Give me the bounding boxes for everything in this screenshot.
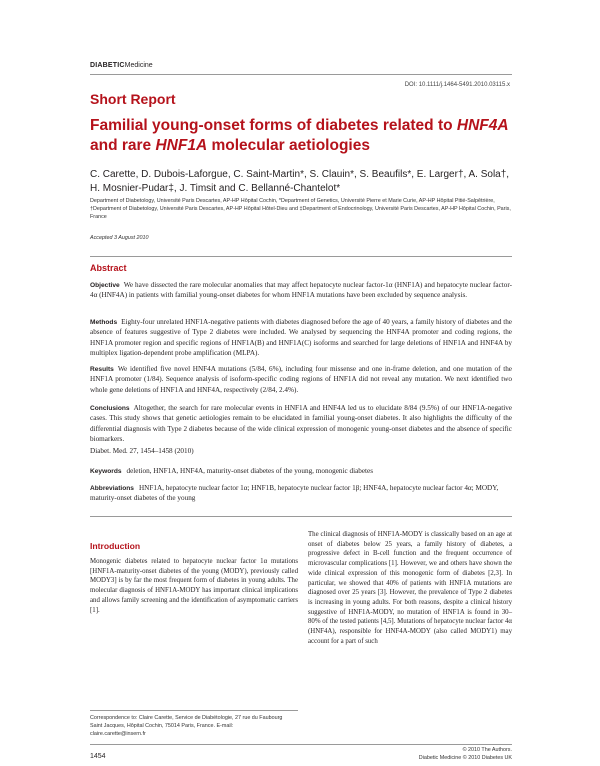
introduction-right-column: The clinical diagnosis of HNF1A-MODY is classically based on an age at onset of diabetes below 25 years, a family history of diabetes, a progressive defect in B-cell function and the frequent occurrence of microvascular complications [1]. However, we and others have shown the wide clinical expression of this monogenic form of diabetes [2,3]. In particular, we showed that 40% of patients with HNF1A mutations are diagnosed over 25 years [3]. However, the prevalence of Type 2 diabetes is increasing in young adults. For both reasons, despite a clinical history suggestive of HNF1A-MODY, no mutation of HNF1A is found in 30–80% of the tested patients [4,5]. Mutations of hepatocyte nuclear factor 4α (HNF4A), responsible for HNF4A-MODY (also called MODY1) may account for a part of such bbox=[308, 531, 512, 645]
abstract-top-rule bbox=[90, 256, 512, 257]
title-gene: HNF4A bbox=[456, 117, 509, 134]
copyright bbox=[419, 747, 512, 763]
methods-label: Methods bbox=[90, 319, 118, 326]
keywords-text: deletion, HNF1A, HNF4A, maturity-onset diabetes of the young, monogenic diabetes bbox=[126, 467, 374, 475]
title-part: and rare bbox=[90, 136, 156, 154]
page-number: 1454 bbox=[90, 753, 106, 760]
abbreviations-text: HNF1A, hepatocyte nuclear factor 1α; HNF1B, hepatocyte nuclear factor 1β; HNF4A, hepatocyte nuclear factor 4α; MODY, maturity-onset diabetes of the young bbox=[90, 484, 499, 503]
conclusions-label: Conclusions bbox=[90, 405, 130, 412]
abstract-results bbox=[90, 364, 512, 395]
title-gene: HNF1A bbox=[155, 136, 208, 154]
results-text: We identified five novel HNF4A mutations (5/84, 6%), including four missense and one in-frame deletion, and one mutation of the HNF1A promoter (1/84). Sequence analysis of isoform-specific coding regions of HNF1A did not reveal any mutation. We next identified two whole gene deletions of HNF1A and HNF4A, respectively (2/84, 2.4%). bbox=[90, 365, 512, 394]
keywords bbox=[90, 466, 512, 476]
abstract-objective bbox=[90, 280, 512, 301]
title-part: molecular aetiologies bbox=[207, 136, 370, 154]
abstract-methods bbox=[90, 317, 512, 358]
section-label: Short Report bbox=[90, 91, 176, 107]
abstract-heading: Abstract bbox=[90, 263, 127, 273]
correspondence-note: Correspondence to: Claire Carette, Service de Diabétologie, 27 rue du Faubourg Saint Jacques, Hôpital Cochin, 75014 Paris, France. E-mail: claire.carette@insern.fr bbox=[90, 715, 283, 737]
doi-text[interactable]: DOI: 10.1111/j.1464-5491.2010.03115.x bbox=[404, 82, 510, 88]
objective-text: We have dissected the rare molecular anomalies that may affect hepatocyte nuclear factor-1α (HNF1A) and hepatocyte nuclear factor-4α (HNF4A) in patients with familial young-onset diabetes for whom HNF1A mutations have been excluded by sequence analysis. bbox=[90, 281, 512, 300]
author-list: C. Carette, D. Dubois-Laforgue, C. Saint-Martin*, S. Clauin*, S. Beaufils*, E. Larger†, A. Sola†, H. Mosnier-Pudar‡, J. Timsit and C. Bellanné-Chantelot* bbox=[90, 169, 510, 194]
methods-text: Eighty-four unrelated HNF1A-negative patients with diabetes diagnosed before the age of 40 years, a family history of diabetes and the absence of features suggestive of Type 2 diabetes were included. We analysed by sequencing the HNF4A promoter and coding regions, the HNF1A promoter region and specific regions of HNF1A(B) and HNF1A(C) isoforms and searched for large deletions of HNF1A and HNF4A by multiplex ligation-dependent probe amplification (MLPA). bbox=[90, 318, 512, 357]
footnote-rule bbox=[90, 710, 298, 711]
header-rule bbox=[90, 74, 512, 75]
objective-label: Objective bbox=[90, 282, 120, 289]
introduction-heading: Introduction bbox=[90, 541, 141, 551]
title-part: Familial young-onset forms of diabetes related to bbox=[90, 117, 457, 134]
copyright-line: Diabetic Medicine © 2010 Diabetes UK bbox=[418, 754, 512, 761]
abbreviations-label: Abbreviations bbox=[90, 485, 134, 492]
introduction-left-column: Monogenic diabetes related to hepatocyte nuclear factor 1α mutations [HNF1A-maturity-onset diabetes of the young (MODY), previously called MODY3] is by far the most frequent form of diabetes in young adults. The molecular diagnosis of HNF1A-MODY has important clinical implications and allows family screening and the identification of asymptomatic carriers [1]. bbox=[90, 558, 298, 614]
article-title bbox=[90, 116, 530, 156]
journal-name-regular: Medicine bbox=[124, 62, 153, 69]
citation: Diabet. Med. 27, 1454–1458 (2010) bbox=[90, 447, 194, 455]
results-label: Results bbox=[90, 366, 114, 373]
keywords-label: Keywords bbox=[90, 468, 122, 475]
conclusions-text: Altogether, the search for rare molecular events in HNF1A and HNF4A led us to elucidate 8/84 (9.5%) of our HNF1A-negative cases. This study shows that genetic aetiologies remain to be elucidated in familial young-onset diabetes. It also highlights the difficulty of the differential diagnosis with Type 2 diabetes because of the wide clinical expression of monogenic young-onset diabetes and the absence of specific biomarkers. bbox=[90, 404, 512, 443]
journal-name-bold: DIABETIC bbox=[90, 62, 125, 69]
abbreviations bbox=[90, 483, 512, 504]
accepted-date: Accepted 3 August 2010 bbox=[90, 235, 149, 241]
copyright-line: © 2010 The Authors. bbox=[462, 747, 512, 753]
footer-rule bbox=[90, 744, 512, 745]
abstract-bottom-rule bbox=[90, 516, 512, 517]
affiliations: Department of Diabetology, Université Paris Descartes, AP-HP Hôpital Cochin, *Department of Genetics, Université Pierre et Marie Curie, AP-HP Hôpital Pitié-Salpêtrière, †Department of Diabetology, Université Paris Descartes, AP-HP Hôpital Hôtel-Dieu and ‡Department of Endocrinology, Université Paris Descartes, AP-HP Hôpital Cochin, Paris, France bbox=[90, 198, 511, 220]
journal-header bbox=[90, 62, 510, 69]
abstract-conclusions bbox=[90, 403, 512, 444]
